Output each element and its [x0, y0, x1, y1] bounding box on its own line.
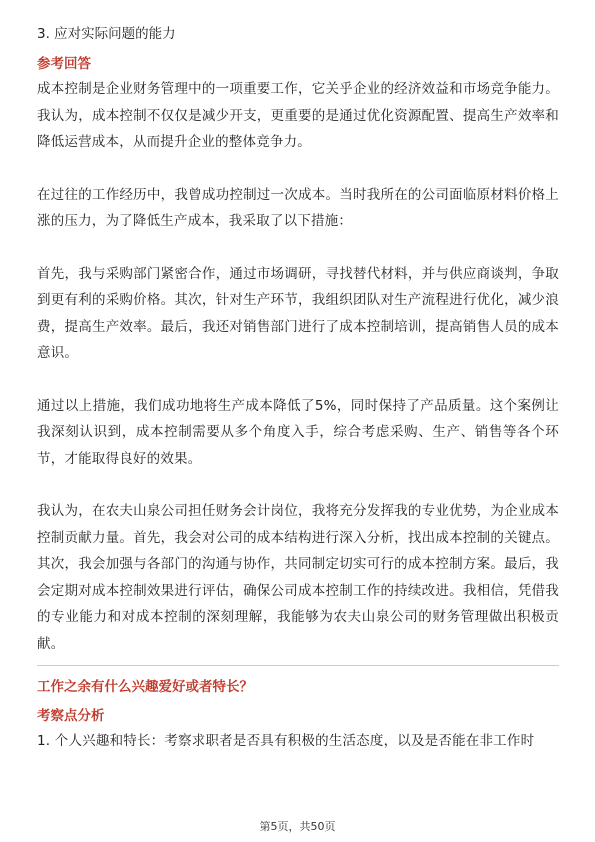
answer-paragraph-1: 成本控制是企业财务管理中的一项重要工作，它关乎企业的经济效益和市场竞争能力。我认为，成本控制不仅仅是减少开支，更重要的是通过优化资源配置、提高生产效率和降低运营成本，从而提升企业的整体竞争力。: [37, 81, 559, 150]
answer-paragraph-2: 在过往的工作经历中，我曾成功控制过一次成本。当时我所在的公司面临原材料价格上涨的压力，为了降低生产成本，我采取了以下措施：: [37, 186, 559, 229]
answer-paragraph-4: 通过以上措施，我们成功地将生产成本降低了5%，同时保持了产品质量。这个案例让我深刻认识到，成本控制需要从多个角度入手，综合考虑采购、生产、销售等各个环节，才能取得良好的效果。: [37, 397, 559, 467]
next-question-heading: 工作之余有什么兴趣爱好或者特长？: [37, 679, 253, 695]
section-heading: 3. 应对实际问题的能力: [37, 26, 176, 42]
analysis-item-1: 1. 个人兴趣和特长：考察求职者是否具有积极的生活态度，以及是否能在非工作时: [37, 733, 535, 749]
answer-label: 参考回答: [37, 56, 91, 72]
page-footer: 第5页，共50页: [259, 820, 336, 833]
answer-paragraph-5: 我认为，在农夫山泉公司担任财务会计岗位，我将充分发挥我的专业优势，为企业成本控制贡献力量。首先，我会对公司的成本结构进行深入分析，找出成本控制的关键点。其次，我会加强与各部门的沟通与协作，共同制定切实可行的成本控制方案。最后，我会定期对成本控制效果进行评估，确保公司成本控制工作的持续改进。我相信，凭借我的专业能力和对成本控制的深刻理解，我能够为农夫山泉公司的财务管理做出积极贡献。: [37, 503, 559, 652]
answer-paragraph-3: 首先，我与采购部门紧密合作，通过市场调研，寻找替代材料，并与供应商谈判，争取到更有利的采购价格。其次，针对生产环节，我组织团队对生产流程进行优化，减少浪费，提高生产效率。最后，我还对销售部门进行了成本控制培训，提高销售人员的成本意识。: [37, 265, 559, 361]
section-divider: [37, 665, 559, 666]
document-page: [37, 24, 559, 755]
analysis-label: 考察点分析: [37, 708, 105, 724]
